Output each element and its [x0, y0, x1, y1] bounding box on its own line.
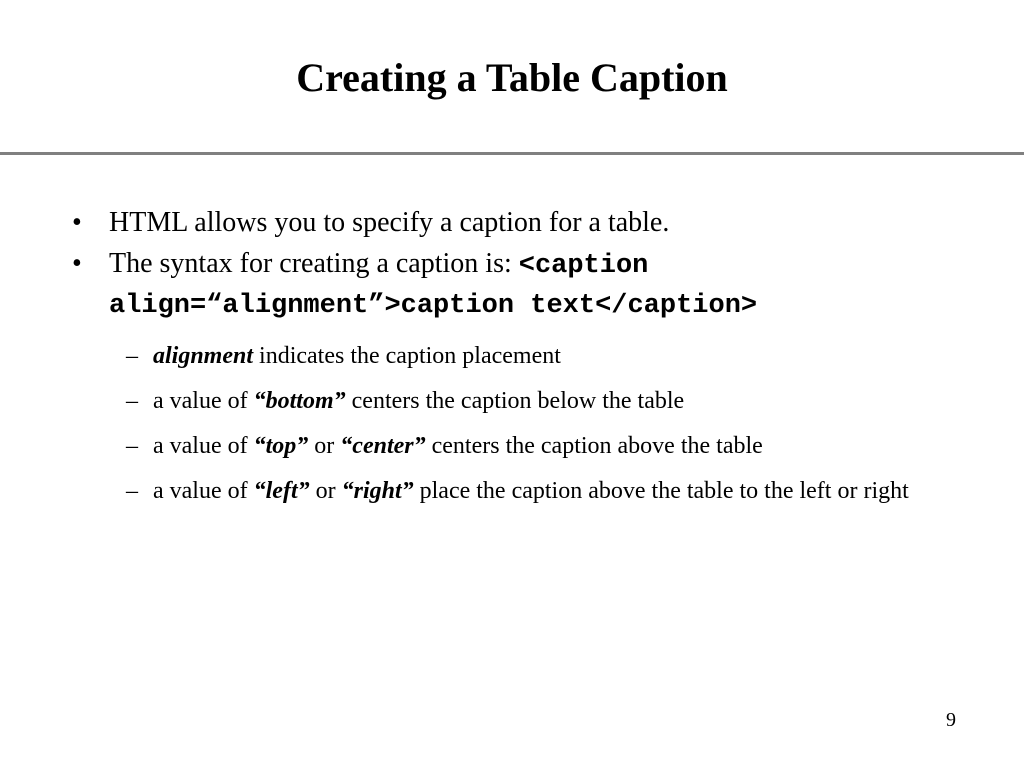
term-bottom: “bottom” — [253, 388, 346, 414]
subbullet-text: centers the caption below the table — [345, 388, 685, 414]
subbullet-marker: – — [126, 343, 138, 369]
subbullet-prefix: a value of — [153, 433, 254, 459]
slide-title: Creating a Table Caption — [296, 55, 728, 100]
bullet-marker: • — [72, 207, 82, 238]
bullet-item — [0, 204, 1024, 242]
term-left: “left” — [253, 478, 310, 504]
subbullet-text: centers the caption above the table — [425, 433, 763, 459]
subbullet-marker: – — [126, 433, 138, 459]
subbullet-marker: – — [126, 478, 138, 504]
subbullet-connector: or — [309, 478, 342, 504]
bullet-item — [0, 245, 1024, 325]
subbullet-text: place the caption above the table to the left or right — [413, 478, 909, 504]
term-center: “center” — [340, 433, 426, 459]
subbullet-item — [0, 339, 1024, 373]
subbullet-prefix: a value of — [153, 388, 254, 414]
bullet-text: HTML allows you to specify a caption for a table. — [109, 207, 670, 238]
term-right: “right” — [341, 478, 414, 504]
subbullet-prefix: a value of — [153, 478, 254, 504]
subbullet-item — [0, 474, 1024, 508]
slide-body — [0, 204, 1024, 508]
term-alignment: alignment — [153, 343, 254, 369]
page-number: 9 — [946, 709, 956, 731]
title-divider — [0, 152, 1024, 155]
code-snippet-start: <caption — [518, 251, 649, 281]
term-top: “top” — [253, 433, 309, 459]
subbullet-item — [0, 384, 1024, 418]
subbullet-item — [0, 429, 1024, 463]
bullet-text: The syntax for creating a caption is: — [109, 248, 519, 279]
subbullet-connector: or — [308, 433, 341, 459]
bullet-marker: • — [72, 248, 82, 279]
code-snippet-end: align=“alignment”>caption text</caption> — [109, 291, 758, 321]
subbullet-marker: – — [126, 388, 138, 414]
subbullet-text: indicates the caption placement — [253, 343, 561, 369]
